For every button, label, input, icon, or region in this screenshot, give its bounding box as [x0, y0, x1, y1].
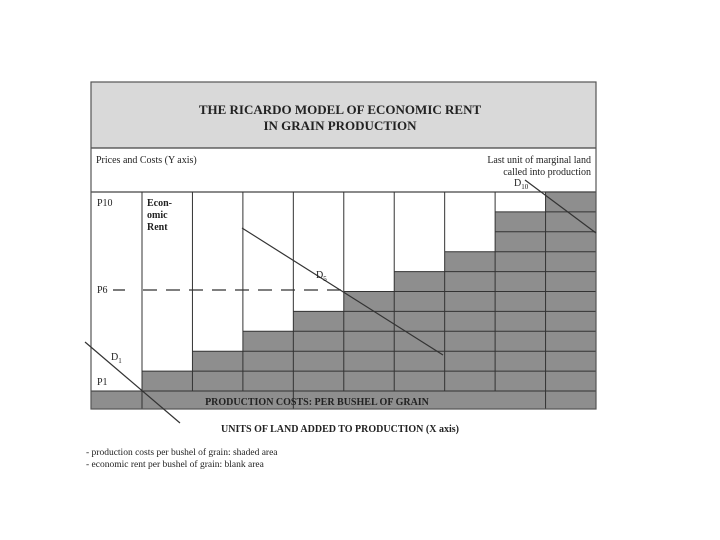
- d1-label: $D_1$: [111, 352, 122, 365]
- cost-bar-unit-1: [142, 371, 192, 391]
- y-axis-label: Prices and Costs (Y axis): [96, 155, 197, 166]
- p1-label: P1: [97, 377, 108, 388]
- d10-label: $D_{10}$: [514, 178, 529, 191]
- base-strip-label: PRODUCTION COSTS: PER BUSHEL OF GRAIN: [205, 397, 429, 408]
- p6-label: P6: [97, 285, 108, 296]
- cost-bar-unit-8: [495, 212, 545, 391]
- legend-blank: - economic rent per bushel of grain: blank area: [86, 460, 264, 470]
- legend-shaded: - production costs per bushel of grain: shaded area: [86, 448, 278, 458]
- p10-label: P10: [97, 198, 113, 209]
- rent-label-3: Rent: [147, 222, 168, 233]
- title-line-1: THE RICARDO MODEL OF ECONOMIC RENT: [198, 102, 482, 117]
- cost-bar-unit-3: [243, 331, 293, 391]
- x-axis-label: UNITS OF LAND ADDED TO PRODUCTION (X axis): [221, 424, 459, 435]
- marginal-note-2: called into production: [503, 167, 591, 178]
- rent-label-2: omic: [147, 210, 168, 221]
- cost-bar-unit-7: [445, 252, 495, 391]
- rent-label-1: Econ-: [147, 198, 172, 209]
- marginal-note-1: Last unit of marginal land: [487, 155, 591, 166]
- title-line-2: IN GRAIN PRODUCTION: [263, 118, 417, 133]
- d5-label: $D_5$: [316, 270, 327, 283]
- cost-bar-unit-5: [344, 292, 394, 392]
